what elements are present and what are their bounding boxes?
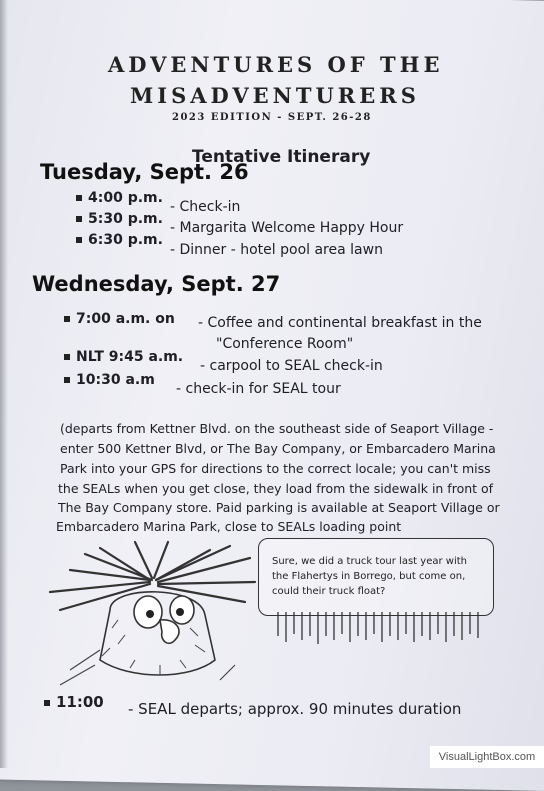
row-time: 7:00 a.m. on: [76, 311, 175, 327]
bullet-icon: [64, 316, 70, 322]
row-desc: - Coffee and continental breakfast in the: [198, 315, 482, 331]
itinerary-row: [44, 693, 104, 711]
row-desc: - Margarita Welcome Happy Hour: [170, 220, 404, 236]
row-desc: - check-in for SEAL tour: [176, 381, 341, 397]
bullet-icon: [76, 237, 82, 243]
itinerary-row: [76, 190, 163, 206]
title-line-1: ADVENTURES OF THE: [108, 52, 444, 77]
itinerary-row: [64, 372, 155, 388]
itinerary-row: [76, 211, 163, 227]
itinerary-row: [76, 232, 163, 248]
row-desc: - Dinner - hotel pool area lawn: [170, 242, 383, 258]
row-desc: - Check-in: [170, 199, 241, 215]
row-time: 5:30 p.m.: [88, 211, 163, 227]
bubble-line: could their truck float?: [272, 586, 386, 597]
paragraph-line: Embarcadero Marina Park, close to SEALs loading point: [56, 519, 402, 534]
watermark-label: VisualLightBox.com: [430, 746, 544, 768]
paper-fold-shadow: [0, 0, 8, 768]
itinerary-subtitle: Tentative Itinerary: [192, 147, 371, 167]
row-desc: - SEAL departs; approx. 90 minutes duration: [128, 700, 462, 718]
bubble-line: the Flahertys in Borrego, but come on,: [272, 571, 466, 582]
day-heading-tuesday: Tuesday, Sept. 26: [40, 160, 249, 184]
row-time: 10:30 a.m: [76, 372, 155, 388]
paragraph-line: enter 500 Kettner Blvd, or The Bay Company, or Embarcadero Marina: [60, 441, 496, 456]
row-desc-continued: "Conference Room": [216, 336, 354, 352]
row-time: 4:00 p.m.: [88, 190, 163, 206]
paragraph-line: The Bay Company store. Paid parking is available at Seaport Village or: [58, 500, 500, 515]
paragraph-line: Park into your GPS for directions to the correct locale; you can't miss: [60, 461, 491, 476]
bullet-icon: [76, 216, 82, 222]
bubble-line: Sure, we did a truck tour last year with: [272, 556, 467, 567]
bullet-icon: [44, 700, 50, 706]
edition-line: 2023 EDITION - SEPT. 26-28: [172, 112, 372, 123]
bullet-icon: [64, 354, 70, 360]
bubble-fringe-decoration: [258, 606, 498, 650]
bullet-icon: [76, 195, 82, 201]
itinerary-row: [64, 311, 175, 327]
row-time: 6:30 p.m.: [88, 232, 163, 248]
title-line-2: MISADVENTURERS: [130, 83, 420, 108]
cartoon-bird-illustration: [40, 540, 270, 690]
row-desc: - carpool to SEAL check-in: [200, 358, 383, 374]
paragraph-line: (departs from Kettner Blvd. on the southeast side of Seaport Village -: [60, 421, 494, 436]
row-time: NLT 9:45 a.m.: [76, 349, 184, 365]
bullet-icon: [64, 377, 70, 383]
itinerary-row: [64, 349, 183, 365]
row-time: 11:00: [56, 693, 104, 711]
day-heading-wednesday: Wednesday, Sept. 27: [32, 272, 281, 296]
paragraph-line: the SEALs when you get close, they load from the sidewalk in front of: [58, 481, 494, 496]
